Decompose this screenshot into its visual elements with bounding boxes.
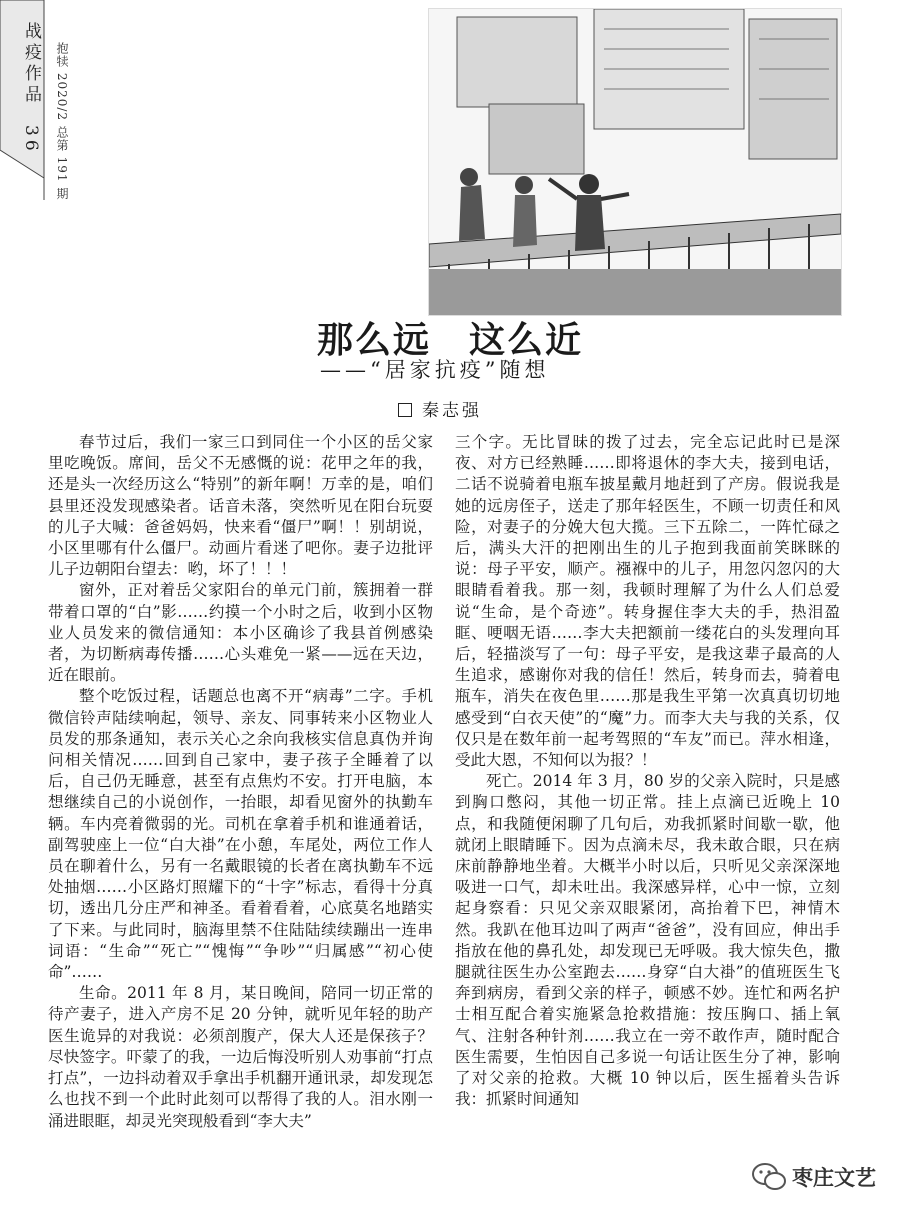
- issue-info: 抱犊 2020/2 总第 191 期: [55, 42, 69, 201]
- wechat-icon: [752, 1162, 786, 1192]
- left-column: [48, 432, 433, 1132]
- watermark-text: 枣庄文艺: [792, 1166, 876, 1190]
- paragraph: 三个字。无比冒昧的拨了过去，完全忘记此时已是深夜、对方已经熟睡……即将退休的李大夫，接到电话，二话不说骑着电瓶车披星戴月地赶到了产房。假说我是她的远房侄子，送走了那年轻医生，不顾一切责任和风险，对妻子的分娩大包大揽。三下五除二，一阵忙碌之后，满头大汗的把刚出生的儿子抱到我面前笑眯眯的说：母子平安，顺产。襁褓中的儿子，用忽闪忽闪的大眼睛看着我。那一刻，我顿时理解了为什么人们总爱说“生命，是个奇迹”。转身握住李大夫的手，热泪盈眶、哽咽无语……李大夫把额前一缕花白的头发理向耳后，轻描淡写了一句：母子平安，是我这辈子最高的人生追求，感谢你对我的信任！然后，转身而去，骑着电瓶车，消失在夜色里……那是我生平第一次真真切切地感受到“白衣天使”的“魔”力。而李大夫与我的关系，仅仅只是在数年前一起考驾照的“车友”而已。萍水相逢，受此大恩，不知何以为报？！: [455, 433, 840, 770]
- article-subtitle: ——“居家抗疫”随想: [320, 358, 550, 382]
- author-name: 秦志强: [422, 401, 482, 421]
- right-column: [455, 432, 840, 1111]
- square-bullet-icon: [398, 403, 412, 417]
- author-line: [398, 396, 482, 421]
- paragraph: 春节过后，我们一家三口到同住一个小区的岳父家里吃晚饭。席间，岳父不无感慨的说：花甲之年的我，还是头一次经历这么“特别”的新年啊！万幸的是，咱们县里还没发现感染者。话音未落，突然听见在阳台玩耍的儿子大喊：爸爸妈妈，快来看“僵尸”啊！！别胡说，小区里哪有什么僵尸。动画片看迷了吧你。妻子边批评儿子边朝阳台望去：哟，坏了！！！: [48, 433, 433, 579]
- paragraph: 生命。2011 年 8 月，某日晚间，陪同一切正常的待产妻子，进入产房不足 20 分钟，就听见年轻的助产医生诡异的对我说：必须剖腹产，保大人还是保孩子？尽快签字。吓蒙了的我，一边后悔没听别人劝事前“打点打点”，一边抖动着双手拿出手机翻开通讯录，却发现怎么也找不到一个此时此刻可以帮得了我的人。泪水刚一涌进眼眶，却灵光突现般看到“李大夫”: [48, 984, 433, 1130]
- article-title: 那么远 这么近: [316, 320, 583, 361]
- header-illustration: [428, 8, 842, 316]
- section-name: 战疫作品: [21, 22, 41, 106]
- side-tab-label: [4, 22, 44, 155]
- paragraph: 死亡。2014 年 3 月，80 岁的父亲入院时，只是感到胸口憋闷，其他一切正常。挂上点滴已近晚上 10 点，和我随便闲聊了几句后，劝我抓紧时间歇一歇，他就闭上眼睛睡下。因为点滴未尽，我未敢合眼，只在病床前静静地坐着。大概半小时以后，只听见父亲深深地吸进一口气，却未吐出。我深感异样，心中一惊，立刻起身察看：只见父亲双眼紧闭，高抬着下巴，神情木然。我趴在他耳边叫了两声“爸爸”，没有回应，伸出手指放在他的鼻孔处，却发现已无呼吸。我大惊失色，撒腿就往医生办公室跑去……身穿“白大褂”的值班医生飞奔到病房，看到父亲的样子，顿感不妙。连忙和两名护士相互配合着实施紧急抢救措施：按压胸口、插上氧气、注射各种针剂……我立在一旁不敢作声，随时配合医生需要，生怕因自己多说一句话让医生分了神，影响了对父亲的抢救。大概 10 钟以后，医生摇着头告诉我：抓紧时间通知: [455, 772, 840, 1109]
- wechat-watermark: [752, 1162, 876, 1192]
- paragraph: 窗外，正对着岳父家阳台的单元门前，簇拥着一群带着口罩的“白”影……约摸一个小时之后，收到小区物业人员发来的微信通知：本小区确诊了我县首例感染者，为切断病毒传播……心头难免一紧——远在天边，近在眼前。: [48, 581, 433, 685]
- page-number: 36: [21, 125, 41, 156]
- paragraph: 整个吃饭过程，话题总也离不开“病毒”二字。手机微信铃声陆续响起，领导、亲友、同事转来小区物业人员发的那条通知，表示关心之余向我核实信息真伪并询问相关情况……回到自己家中，妻子孩子全睡着了以后，自己仍无睡意，甚至有点焦灼不安。打开电脑，本想继续自己的小说创作，一抬眼，却看见窗外的执勤车辆。车内亮着微弱的光。司机在拿着手机和谁通着话，副驾驶座上一位“白大褂”在小憩，车尾处，两位工作人员在聊着什么，另有一名戴眼镜的长者在离执勤车不远处抽烟……小区路灯照耀下的“十字”标志，看得十分真切，透出几分庄严和神圣。看着看着，心底莫名地踏实了下来。与此同时，脑海里禁不住陆陆续续蹦出一连串词语：“生命”“死亡”“愧悔”“争吵”“归属感”“初心使命”……: [48, 687, 433, 982]
